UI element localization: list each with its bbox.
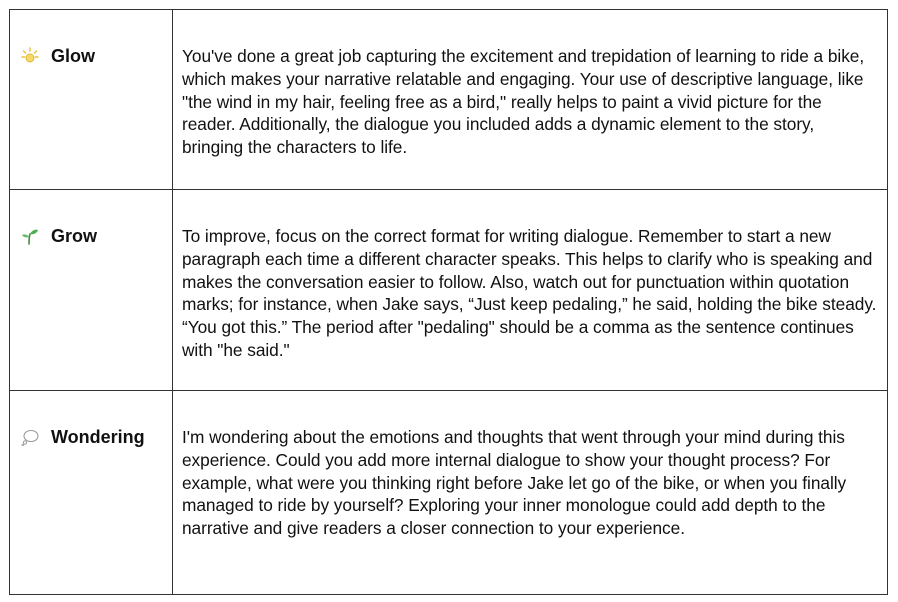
wondering-text: I'm wondering about the emotions and thoughts that went through your mind during this experience. Could you add more internal dialogue to show your thought process? For example, what were you thinking right before Jake let go of the bike, or when you finally managed to ride by yourself? Exploring your inner monologue could add depth to the narrative and give readers a closer connection to your experience. [182,427,847,539]
glow-label: Glow [51,46,95,66]
grow-label-cell [10,190,173,391]
grow-text: To improve, focus on the correct format for writing dialogue. Remember to start a new paragraph each time a different character speaks. This helps to clarify who is speaking and makes the conversation easier to follow. Also, watch out for punctuation within quotation marks; for instance, when Jake says, “Just keep pedaling,” he said, holding the bike steady. “You got this.” The period after "pedaling" should be a comma as the sentence continues with "he said." [182,226,877,360]
glow-text-cell [173,10,888,190]
seedling-icon [20,226,40,246]
glow-text: You've done a great job capturing the excitement and trepidation of learning to ride a bike, which makes your narrative relatable and engaging. Your use of descriptive language, like "the wind in my hair, feeling free as a bird," really helps to paint a vivid picture for the reader. Additionally, the dialogue you included adds a dynamic element to the story, bringing the characters to life. [182,46,865,158]
glow-row [10,10,888,190]
glow-label-cell [10,10,173,190]
wondering-label-cell [10,391,173,595]
grow-row [10,190,888,391]
grow-text-cell [173,190,888,391]
thought-bubble-icon [20,427,40,447]
sparkle-icon [20,46,40,66]
wondering-text-cell [173,391,888,595]
feedback-table [9,9,888,595]
wondering-label: Wondering [51,427,145,447]
grow-label: Grow [51,226,98,246]
wondering-row [10,391,888,595]
